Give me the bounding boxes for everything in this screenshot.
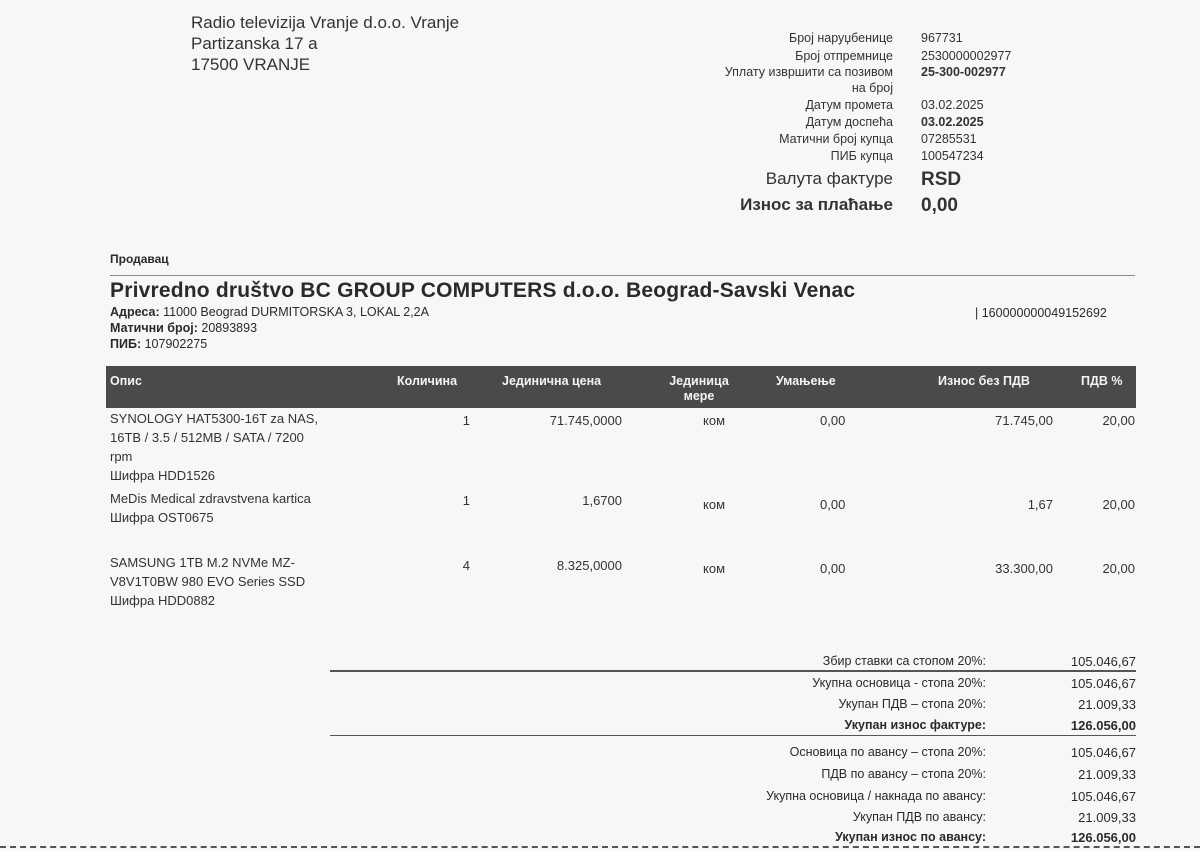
totals-value: 126.056,00 <box>1070 830 1136 845</box>
item-qty: 1 <box>462 493 470 508</box>
item-amount: 71.745,00 <box>995 413 1053 428</box>
table-row-desc <box>110 409 320 485</box>
page-edge <box>0 846 1200 848</box>
item-code: Шифра HDD0882 <box>110 593 216 608</box>
items-table-header <box>106 366 1136 408</box>
buyer-address <box>191 12 459 75</box>
item-description: MeDis Medical zdravstvena kartica <box>110 491 311 506</box>
meta-label: ПИБ купца <box>830 149 893 163</box>
col-unit-price: Јединична цена <box>502 374 602 388</box>
seller-divider <box>110 275 1135 276</box>
totals-divider <box>330 735 1136 736</box>
item-vat: 20,00 <box>1102 413 1135 428</box>
table-row-desc <box>110 553 320 610</box>
item-vat: 20,00 <box>1102 497 1135 512</box>
amount-due-label: Износ за плаћање <box>740 195 893 214</box>
meta-row <box>600 81 1200 98</box>
totals-label: Збир ставки са стопом 20%: <box>822 654 986 668</box>
item-amount: 33.300,00 <box>995 561 1053 576</box>
meta-value: 03.02.2025 <box>921 115 984 129</box>
amount-due-row <box>600 195 1200 221</box>
totals-label: Укупан износ по авансу: <box>835 830 986 844</box>
meta-row <box>600 149 1200 169</box>
currency-label: Валута фактуре <box>765 169 893 188</box>
seller-section-label: Продавац <box>110 252 169 266</box>
item-unit: ком <box>703 413 726 428</box>
seller-reg-label: Матични број: <box>110 321 198 335</box>
item-unit-price: 1,6700 <box>582 493 622 508</box>
currency-row <box>600 169 1200 195</box>
totals-value: 105.046,67 <box>1070 789 1136 804</box>
item-unit-price: 8.325,0000 <box>556 558 622 573</box>
col-vat: ПДВ % <box>1081 374 1123 388</box>
seller-account-number: 160000000049152692 <box>981 306 1107 320</box>
item-discount: 0,00 <box>820 413 846 428</box>
item-code: Шифра HDD1526 <box>110 468 216 483</box>
totals-value: 105.046,67 <box>1070 745 1136 760</box>
item-description: SYNOLOGY HAT5300-16T za NAS, 16TB / 3.5 / 512MB / SATA / 7200 rpm <box>110 411 319 464</box>
col-discount: Умањење <box>776 374 836 388</box>
meta-row <box>600 115 1200 132</box>
meta-label: Уплату извршити са позивом <box>724 65 893 79</box>
item-amount: 1,67 <box>1027 497 1053 512</box>
totals-value: 126.056,00 <box>1070 718 1136 733</box>
totals-block <box>330 650 1136 846</box>
totals-row <box>330 676 1136 697</box>
amount-due-value: 0,00 <box>921 195 958 216</box>
totals-label: Укупан износ фактуре: <box>844 718 986 732</box>
buyer-name: Radio televizija Vranje d.o.o. Vranje <box>191 13 460 32</box>
seller-info <box>110 304 429 352</box>
item-code: Шифра OST0675 <box>110 510 214 525</box>
totals-label: ПДВ по авансу – стопа 20%: <box>821 767 986 781</box>
buyer-street: Partizanska 17 a <box>191 34 318 53</box>
item-discount: 0,00 <box>820 497 846 512</box>
totals-row <box>330 745 1136 766</box>
seller-pib-label: ПИБ: <box>110 337 142 351</box>
totals-label: Укупан ПДВ по авансу: <box>852 810 986 824</box>
meta-value: 967731 <box>921 31 963 45</box>
seller-name: Privredno društvo BC GROUP COMPUTERS d.o.o. Beograd-Savski Venac <box>110 279 856 302</box>
totals-value: 105.046,67 <box>1070 676 1136 691</box>
col-qty: Количина <box>397 374 458 388</box>
totals-value: 21.009,33 <box>1078 697 1136 712</box>
meta-row <box>600 49 1200 65</box>
table-row-desc <box>110 489 320 527</box>
totals-label: Основица по авансу – стопа 20%: <box>789 745 986 759</box>
item-qty: 4 <box>462 558 470 573</box>
meta-value: 03.02.2025 <box>921 98 984 112</box>
currency-value: RSD <box>921 169 962 190</box>
meta-row <box>600 31 1200 49</box>
meta-value: 100547234 <box>921 149 984 163</box>
meta-label: Датум промета <box>805 98 893 112</box>
col-amount: Износ без ПДВ <box>938 374 1030 388</box>
item-discount: 0,00 <box>820 561 846 576</box>
totals-value: 21.009,33 <box>1078 810 1136 825</box>
col-unit: Јединица мере <box>669 374 729 403</box>
meta-row <box>600 132 1200 149</box>
seller-pib: 107902275 <box>144 337 208 351</box>
totals-label: Укупна основица - стопа 20%: <box>812 676 986 690</box>
meta-value: 07285531 <box>921 132 977 146</box>
seller-account: | 160000000049152692 <box>975 306 1107 320</box>
item-vat: 20,00 <box>1102 561 1135 576</box>
col-desc: Опис <box>110 374 142 388</box>
meta-value: 25-300-002977 <box>921 65 1006 79</box>
item-unit: ком <box>703 561 726 576</box>
totals-label: Укупна основица / накнада по авансу: <box>766 789 986 803</box>
meta-label: Број наруџбенице <box>788 31 893 45</box>
meta-row <box>600 98 1200 115</box>
totals-row <box>330 789 1136 810</box>
totals-row <box>330 697 1136 718</box>
meta-label: на број <box>851 81 893 95</box>
item-description: SAMSUNG 1TB M.2 NVMe MZ-V8V1T0BW 980 EVO Series SSD <box>110 555 306 589</box>
totals-label: Укупан ПДВ – стопа 20%: <box>838 697 986 711</box>
buyer-city: 17500 VRANJE <box>191 55 311 74</box>
seller-address: 11000 Beograd DURMITORSKA 3, LOKAL 2,2A <box>163 305 429 319</box>
item-unit-price: 71.745,0000 <box>549 413 622 428</box>
meta-label: Датум доспећа <box>805 115 893 129</box>
meta-label: Матични број купца <box>779 132 893 146</box>
totals-value: 105.046,67 <box>1070 654 1136 669</box>
meta-value: 2530000002977 <box>921 49 1012 63</box>
totals-value: 21.009,33 <box>1078 767 1136 782</box>
item-unit: ком <box>703 497 726 512</box>
item-qty: 1 <box>462 413 470 428</box>
seller-reg: 20893893 <box>201 321 258 335</box>
meta-label: Број отпремнице <box>795 49 893 63</box>
invoice-meta <box>600 31 1200 221</box>
totals-divider <box>330 670 1136 672</box>
meta-row <box>600 65 1200 81</box>
seller-address-label: Адреса: <box>110 305 160 319</box>
totals-row <box>330 810 1136 831</box>
totals-row <box>330 767 1136 788</box>
